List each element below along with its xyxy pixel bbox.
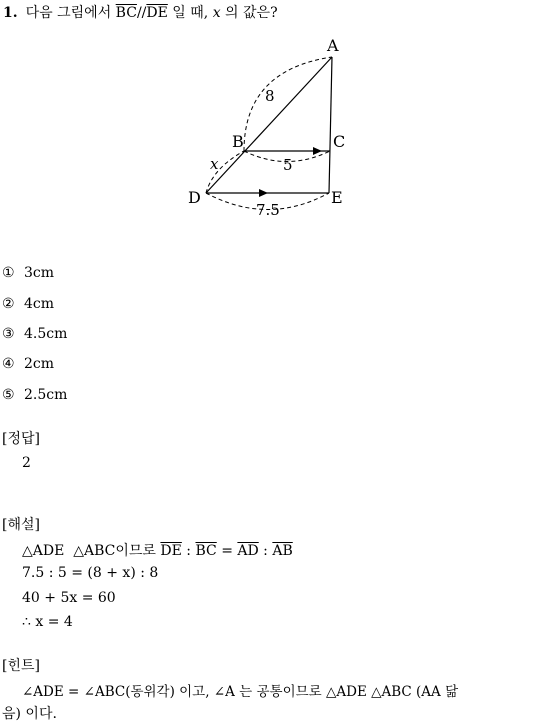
question-number: 1. [3,5,18,21]
solution-line-2: 7.5 : 5 = (8 + x) : 8 [22,565,159,581]
label-D: D [188,188,201,207]
solution-line-4: ∴ x = 4 [22,614,73,630]
solution-header: [해설] [2,517,40,533]
solution-line-3: 40 + 5x = 60 [22,590,116,606]
triangle-figure [0,0,535,240]
choice-3[interactable]: ③ 4.5cm [2,326,68,342]
hint-line-2: 음) 이다. [2,706,57,722]
label-A: A [327,36,339,55]
choice-2[interactable]: ② 4cm [2,296,55,312]
choice-1[interactable]: ① 3cm [2,265,55,281]
line-AD [206,57,332,193]
arrow-DE [259,189,268,197]
length-AB: 8 [265,87,275,105]
choice-4[interactable]: ④ 2cm [2,356,55,372]
solution-line-1: △ADE △ABC이므로 $\overline{DE}$ : $\overline{BC} = \overline{AD}$ : $\overline{AB}$ [22,543,293,559]
length-BC: 5 [283,156,293,174]
answer-value: 2 [22,455,31,471]
hint-line-1: ∠ADE = ∠ABC(동위각) 이고, ∠A 는 공통이므로 △ADE △ABC (AA 닮 [22,684,459,700]
choice-5[interactable]: ⑤ 2.5cm [2,387,68,403]
hint-header: [힌트] [2,658,40,674]
length-DE: 7.5 [256,201,280,219]
label-C: C [333,132,346,151]
label-E: E [331,188,343,207]
label-B: B [232,132,244,151]
line-AE [329,57,332,193]
arrow-BC [313,147,322,155]
question-text: 1. 다음 그림에서 $\overline{BC}//\overline{DE}$ 일 때, x 의 값은? [3,5,278,21]
answer-header: [정답] [2,431,40,447]
length-BD: x [210,155,219,173]
